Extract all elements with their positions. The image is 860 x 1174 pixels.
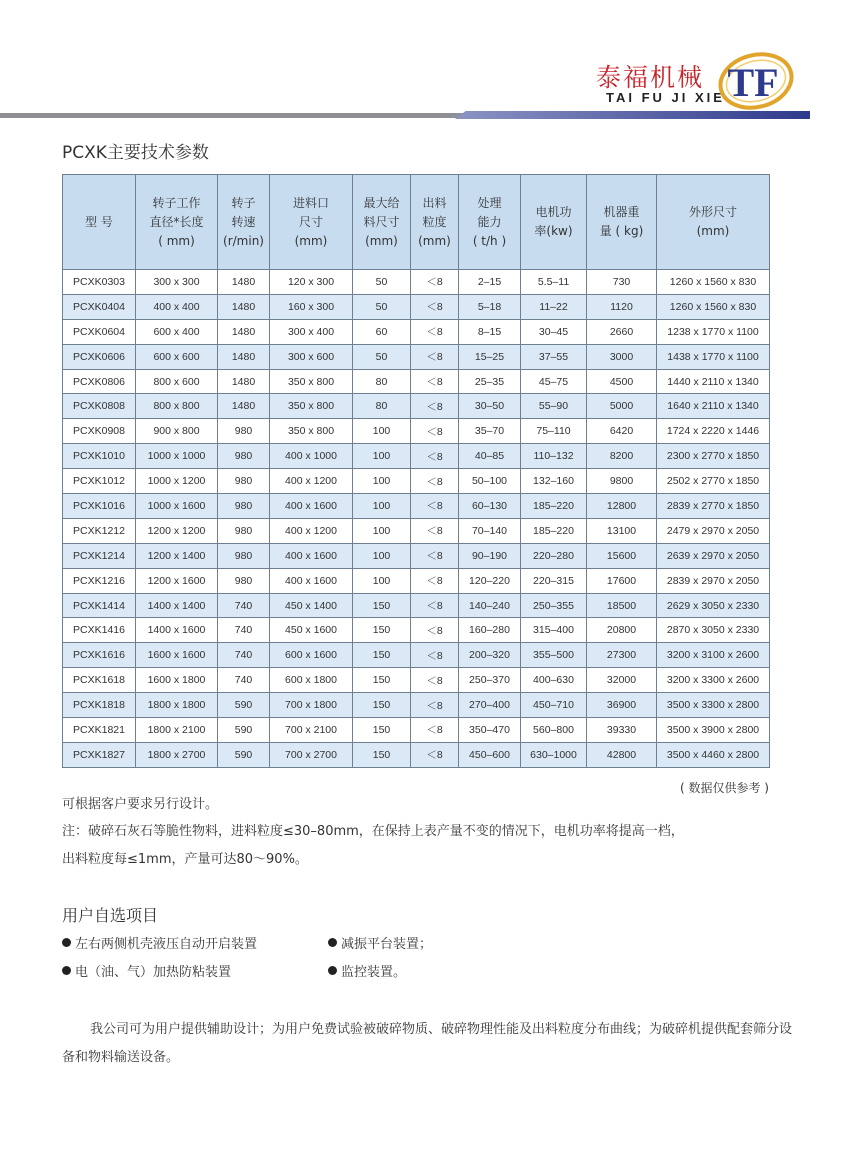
table-cell: 1480 — [218, 270, 270, 295]
table-cell: 150 — [353, 742, 411, 767]
table-cell: ＜8 — [411, 618, 459, 643]
table-cell: 350 x 800 — [270, 419, 353, 444]
table-cell: 12800 — [587, 494, 657, 519]
table-cell: 11–22 — [521, 294, 587, 319]
table-cell: 40–85 — [459, 444, 521, 469]
table-cell: 740 — [218, 618, 270, 643]
table-cell: PCXK1012 — [63, 469, 136, 494]
table-cell: PCXK1216 — [63, 568, 136, 593]
option-item — [328, 933, 432, 952]
bullet-icon — [328, 938, 337, 947]
column-header: 转子工作 直径*长度 ( mm) — [136, 175, 218, 270]
table-cell: 3500 x 3900 x 2800 — [657, 718, 770, 743]
column-header: 外形尺寸 (mm) — [657, 175, 770, 270]
table-cell: 1438 x 1770 x 1100 — [657, 344, 770, 369]
table-cell: PCXK0303 — [63, 270, 136, 295]
table-cell: 15600 — [587, 543, 657, 568]
reference-note: ( 数据仅供参考 ) — [680, 781, 769, 795]
table-cell: 2839 x 2970 x 2050 — [657, 568, 770, 593]
table-cell: 13100 — [587, 518, 657, 543]
table-cell: 400 x 1000 — [270, 444, 353, 469]
table-cell: 1600 x 1800 — [136, 668, 218, 693]
table-cell: 120–220 — [459, 568, 521, 593]
table-cell: 20800 — [587, 618, 657, 643]
table-cell: 1200 x 1600 — [136, 568, 218, 593]
table-row — [63, 444, 770, 469]
table-cell: 140–240 — [459, 593, 521, 618]
table-cell: 740 — [218, 668, 270, 693]
table-cell: ＜8 — [411, 543, 459, 568]
table-cell: 250–355 — [521, 593, 587, 618]
table-cell: 50–100 — [459, 469, 521, 494]
table-cell: 400 x 400 — [136, 294, 218, 319]
table-row — [63, 593, 770, 618]
spec-table — [62, 174, 770, 768]
table-cell: PCXK1827 — [63, 742, 136, 767]
table-cell: 1800 x 1800 — [136, 693, 218, 718]
table-cell: 8200 — [587, 444, 657, 469]
table-cell: 1800 x 2100 — [136, 718, 218, 743]
table-cell: 150 — [353, 668, 411, 693]
table-cell: 800 x 800 — [136, 394, 218, 419]
table-cell: 300 x 600 — [270, 344, 353, 369]
table-cell: 100 — [353, 543, 411, 568]
table-cell: 400 x 1200 — [270, 469, 353, 494]
table-cell: 70–140 — [459, 518, 521, 543]
table-cell: 1640 x 2110 x 1340 — [657, 394, 770, 419]
table-row — [63, 319, 770, 344]
table-cell: 1000 x 1200 — [136, 469, 218, 494]
table-cell: 30–45 — [521, 319, 587, 344]
option-label: 左右两侧机壳液压自动开启装置 — [75, 937, 258, 952]
logo-text: TF — [727, 60, 779, 105]
table-cell: 100 — [353, 444, 411, 469]
table-cell: 185–220 — [521, 494, 587, 519]
table-row — [63, 643, 770, 668]
table-cell: 32000 — [587, 668, 657, 693]
table-cell: 5–18 — [459, 294, 521, 319]
table-cell: 2–15 — [459, 270, 521, 295]
table-cell: 1200 x 1200 — [136, 518, 218, 543]
table-cell: 1000 x 1600 — [136, 494, 218, 519]
table-row — [63, 543, 770, 568]
table-cell: 39330 — [587, 718, 657, 743]
table-cell: 90–190 — [459, 543, 521, 568]
table-cell: 980 — [218, 543, 270, 568]
table-cell: 980 — [218, 419, 270, 444]
table-cell: ＜8 — [411, 294, 459, 319]
table-cell: 220–315 — [521, 568, 587, 593]
option-item — [328, 961, 406, 980]
table-cell: 1480 — [218, 344, 270, 369]
table-cell: 600 x 1600 — [270, 643, 353, 668]
table-cell: 1440 x 2110 x 1340 — [657, 369, 770, 394]
table-cell: ＜8 — [411, 270, 459, 295]
table-cell: 2639 x 2970 x 2050 — [657, 543, 770, 568]
option-label: 减振平台装置； — [341, 937, 433, 952]
table-cell: ＜8 — [411, 643, 459, 668]
table-cell: ＜8 — [411, 469, 459, 494]
table-cell: 220–280 — [521, 543, 587, 568]
table-cell: 1800 x 2700 — [136, 742, 218, 767]
table-cell: 120 x 300 — [270, 270, 353, 295]
table-cell: 30–50 — [459, 394, 521, 419]
table-cell: 450 x 1600 — [270, 618, 353, 643]
table-cell: 200–320 — [459, 643, 521, 668]
table-row — [63, 668, 770, 693]
table-row — [63, 270, 770, 295]
table-cell: 250–370 — [459, 668, 521, 693]
table-cell: 350–470 — [459, 718, 521, 743]
table-cell: 1260 x 1560 x 830 — [657, 270, 770, 295]
table-cell: 2502 x 2770 x 1850 — [657, 469, 770, 494]
table-cell: PCXK0808 — [63, 394, 136, 419]
table-cell: 600 x 600 — [136, 344, 218, 369]
brand-name-cn: 泰福机械 — [596, 63, 705, 92]
table-header-row — [63, 175, 770, 270]
table-cell: ＜8 — [411, 718, 459, 743]
bullet-icon — [62, 938, 71, 947]
table-cell: ＜8 — [411, 319, 459, 344]
table-cell: 450–710 — [521, 693, 587, 718]
table-cell: 55–90 — [521, 394, 587, 419]
table-cell: 700 x 2700 — [270, 742, 353, 767]
column-header: 进料口 尺寸 (mm) — [270, 175, 353, 270]
table-cell: 700 x 1800 — [270, 693, 353, 718]
table-cell: 2660 — [587, 319, 657, 344]
table-cell: 1600 x 1600 — [136, 643, 218, 668]
table-cell: 600 x 1800 — [270, 668, 353, 693]
bullet-icon — [328, 966, 337, 975]
table-cell: ＜8 — [411, 693, 459, 718]
table-row — [63, 394, 770, 419]
bullet-icon — [62, 966, 71, 975]
table-row — [63, 419, 770, 444]
table-cell: 700 x 2100 — [270, 718, 353, 743]
column-header: 型 号 — [63, 175, 136, 270]
table-cell: 110–132 — [521, 444, 587, 469]
table-cell: PCXK1212 — [63, 518, 136, 543]
table-cell: 3000 — [587, 344, 657, 369]
table-cell: 1200 x 1400 — [136, 543, 218, 568]
table-cell: 560–800 — [521, 718, 587, 743]
table-row — [63, 518, 770, 543]
note-line-2: 出料粒度每≤1mm，产量可达80～90%。 — [62, 852, 308, 867]
table-cell: ＜8 — [411, 742, 459, 767]
table-cell: 740 — [218, 593, 270, 618]
table-cell: 980 — [218, 469, 270, 494]
table-cell: 1480 — [218, 394, 270, 419]
table-cell: PCXK1010 — [63, 444, 136, 469]
table-cell: PCXK0404 — [63, 294, 136, 319]
table-cell: 1120 — [587, 294, 657, 319]
table-cell: 9800 — [587, 469, 657, 494]
table-cell: 590 — [218, 718, 270, 743]
table-cell: 185–220 — [521, 518, 587, 543]
table-cell: 37–55 — [521, 344, 587, 369]
table-cell: ＜8 — [411, 444, 459, 469]
table-cell: 2300 x 2770 x 1850 — [657, 444, 770, 469]
table-cell: 1724 x 2220 x 1446 — [657, 419, 770, 444]
table-cell: 150 — [353, 643, 411, 668]
table-cell: 300 x 400 — [270, 319, 353, 344]
table-cell: 1480 — [218, 319, 270, 344]
table-cell: 2870 x 3050 x 2330 — [657, 618, 770, 643]
table-cell: 1400 x 1400 — [136, 593, 218, 618]
table-cell: PCXK0604 — [63, 319, 136, 344]
tf-logo — [712, 50, 794, 112]
table-cell: 980 — [218, 568, 270, 593]
column-header: 最大给 料尺寸 (mm) — [353, 175, 411, 270]
note-line-1: 注：破碎石灰石等脆性物料，进料粒度≤30–80mm，在保持上表产量不变的情况下，电机功率将提高一档， — [62, 824, 684, 839]
header-divider-blue — [455, 111, 810, 119]
table-cell: 100 — [353, 494, 411, 519]
table-row — [63, 294, 770, 319]
table-cell: ＜8 — [411, 668, 459, 693]
custom-design-note: 可根据客户要求另行设计。 — [62, 797, 219, 812]
table-cell: 36900 — [587, 693, 657, 718]
option-item — [62, 933, 257, 952]
table-row — [63, 693, 770, 718]
table-cell: 355–500 — [521, 643, 587, 668]
table-cell: 100 — [353, 518, 411, 543]
table-row — [63, 344, 770, 369]
table-cell: 80 — [353, 369, 411, 394]
table-row — [63, 369, 770, 394]
table-cell: PCXK1818 — [63, 693, 136, 718]
table-cell: 1260 x 1560 x 830 — [657, 294, 770, 319]
table-cell: 60–130 — [459, 494, 521, 519]
table-row — [63, 469, 770, 494]
table-cell: 590 — [218, 742, 270, 767]
table-cell: 6420 — [587, 419, 657, 444]
table-cell: 400 x 1600 — [270, 494, 353, 519]
table-cell: 350 x 800 — [270, 394, 353, 419]
brand-name-pinyin: TAI FU JI XIE — [606, 90, 725, 105]
table-row — [63, 742, 770, 767]
table-cell: 160 x 300 — [270, 294, 353, 319]
table-body — [63, 270, 770, 768]
table-row — [63, 494, 770, 519]
table-cell: 900 x 800 — [136, 419, 218, 444]
table-cell: 980 — [218, 444, 270, 469]
table-cell: PCXK1214 — [63, 543, 136, 568]
table-cell: 100 — [353, 469, 411, 494]
table-cell: 150 — [353, 693, 411, 718]
column-header: 转子 转速 (r/min) — [218, 175, 270, 270]
table-cell: 3200 x 3100 x 2600 — [657, 643, 770, 668]
table-cell: 1400 x 1600 — [136, 618, 218, 643]
table-cell: 18500 — [587, 593, 657, 618]
column-header: 出料 粒度 (mm) — [411, 175, 459, 270]
page-title: PCXK主要技术参数 — [62, 143, 209, 163]
table-cell: 600 x 400 — [136, 319, 218, 344]
table-cell: 35–70 — [459, 419, 521, 444]
table-cell: 3500 x 3300 x 2800 — [657, 693, 770, 718]
closing-paragraph: 我公司可为用户提供辅助设计；为用户免费试验被破碎物质、破碎物理性能及出料粒度分布曲线；为破碎机提供配套筛分设备和物料输送设备。 — [62, 1022, 793, 1065]
table-cell: PCXK0806 — [63, 369, 136, 394]
table-cell: 450 x 1400 — [270, 593, 353, 618]
table-cell: 400 x 1200 — [270, 518, 353, 543]
table-cell: PCXK0908 — [63, 419, 136, 444]
table-cell: 3500 x 4460 x 2800 — [657, 742, 770, 767]
table-cell: 150 — [353, 593, 411, 618]
table-cell: 1480 — [218, 294, 270, 319]
table-cell: 5.5–11 — [521, 270, 587, 295]
table-cell: 270–400 — [459, 693, 521, 718]
table-cell: 150 — [353, 618, 411, 643]
table-cell: 300 x 300 — [136, 270, 218, 295]
table-cell: ＜8 — [411, 568, 459, 593]
table-cell: 132–160 — [521, 469, 587, 494]
table-cell: 80 — [353, 394, 411, 419]
table-cell: 630–1000 — [521, 742, 587, 767]
table-cell: ＜8 — [411, 394, 459, 419]
table-cell: ＜8 — [411, 494, 459, 519]
table-cell: 315–400 — [521, 618, 587, 643]
table-cell: ＜8 — [411, 419, 459, 444]
option-label: 电（油、气）加热防粘装置 — [75, 965, 232, 980]
table-cell: ＜8 — [411, 369, 459, 394]
table-cell: 980 — [218, 494, 270, 519]
table-cell: 27300 — [587, 643, 657, 668]
table-row — [63, 718, 770, 743]
table-cell: 2839 x 2770 x 1850 — [657, 494, 770, 519]
table-cell: 17600 — [587, 568, 657, 593]
option-label: 监控装置。 — [341, 965, 407, 980]
table-cell: 5000 — [587, 394, 657, 419]
table-cell: 50 — [353, 270, 411, 295]
table-cell: 730 — [587, 270, 657, 295]
table-row — [63, 618, 770, 643]
table-cell: 400 x 1600 — [270, 543, 353, 568]
option-item — [62, 961, 231, 980]
table-cell: 8–15 — [459, 319, 521, 344]
table-cell: 50 — [353, 344, 411, 369]
table-cell: PCXK0606 — [63, 344, 136, 369]
table-cell: 60 — [353, 319, 411, 344]
table-row — [63, 568, 770, 593]
table-cell: 450–600 — [459, 742, 521, 767]
table-cell: PCXK1616 — [63, 643, 136, 668]
table-cell: 590 — [218, 693, 270, 718]
table-cell: 100 — [353, 419, 411, 444]
table-cell: 2479 x 2970 x 2050 — [657, 518, 770, 543]
table-cell: 350 x 800 — [270, 369, 353, 394]
table-cell: PCXK1016 — [63, 494, 136, 519]
table-cell: 1000 x 1000 — [136, 444, 218, 469]
table-cell: 1480 — [218, 369, 270, 394]
column-header: 电机功 率(kw) — [521, 175, 587, 270]
table-cell: 3200 x 3300 x 2600 — [657, 668, 770, 693]
table-cell: 75–110 — [521, 419, 587, 444]
table-cell: 400–630 — [521, 668, 587, 693]
table-cell: 42800 — [587, 742, 657, 767]
table-cell: 2629 x 3050 x 2330 — [657, 593, 770, 618]
column-header: 机器重 量 ( kg) — [587, 175, 657, 270]
table-cell: PCXK1414 — [63, 593, 136, 618]
table-cell: ＜8 — [411, 518, 459, 543]
table-cell: 980 — [218, 518, 270, 543]
table-cell: PCXK1618 — [63, 668, 136, 693]
table-cell: PCXK1821 — [63, 718, 136, 743]
table-cell: 160–280 — [459, 618, 521, 643]
table-cell: 740 — [218, 643, 270, 668]
table-cell: ＜8 — [411, 593, 459, 618]
table-cell: 800 x 600 — [136, 369, 218, 394]
column-header: 处理 能力 ( t/h ) — [459, 175, 521, 270]
table-cell: 400 x 1600 — [270, 568, 353, 593]
table-cell: 15–25 — [459, 344, 521, 369]
table-cell: ＜8 — [411, 344, 459, 369]
table-cell: 1238 x 1770 x 1100 — [657, 319, 770, 344]
table-cell: 100 — [353, 568, 411, 593]
table-cell: 50 — [353, 294, 411, 319]
table-cell: 45–75 — [521, 369, 587, 394]
options-title: 用户自选项目 — [62, 906, 159, 925]
table-cell: 150 — [353, 718, 411, 743]
table-cell: 25–35 — [459, 369, 521, 394]
table-cell: PCXK1416 — [63, 618, 136, 643]
table-cell: 4500 — [587, 369, 657, 394]
